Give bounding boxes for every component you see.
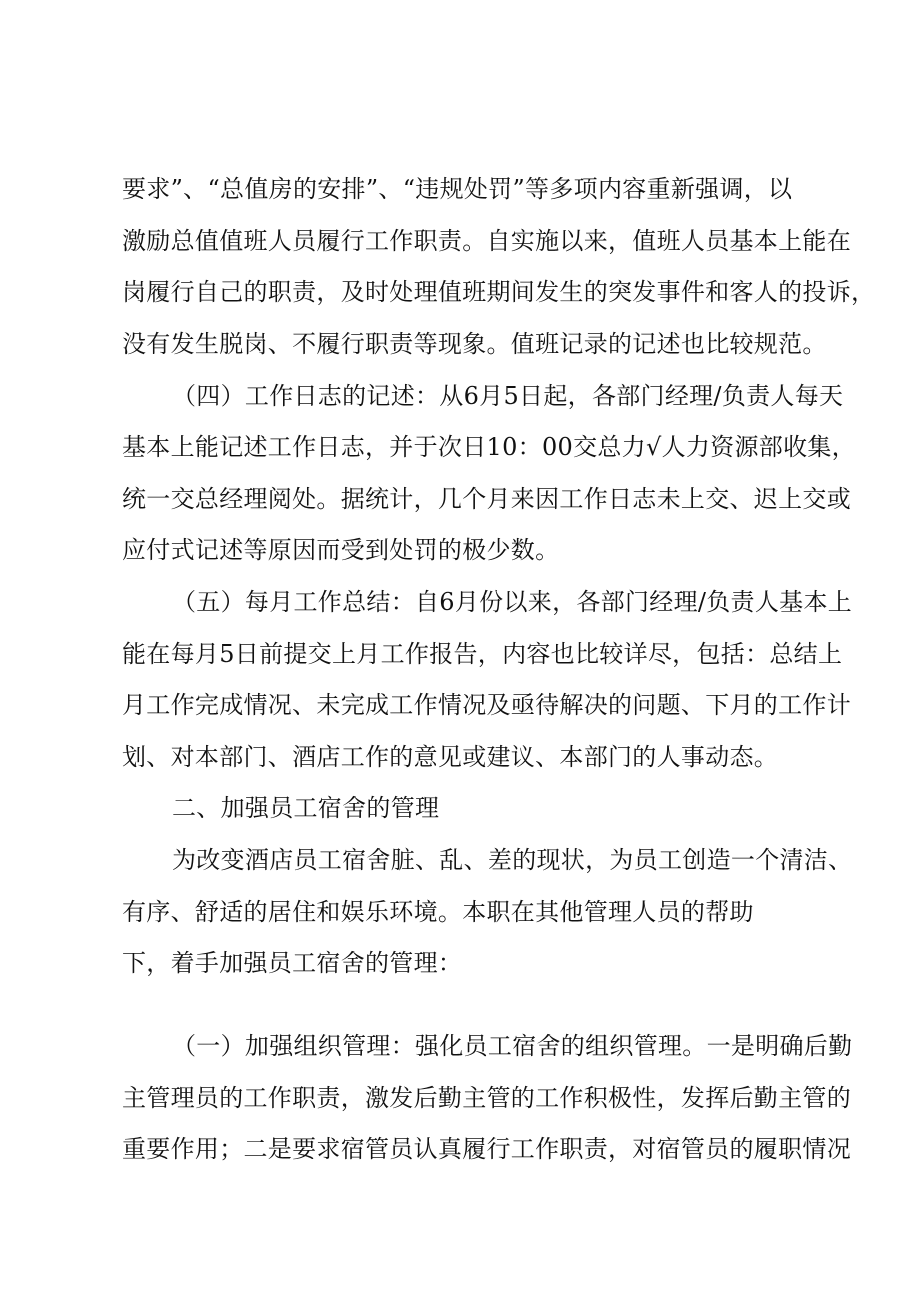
text-line-19: 重要作用；二是要求宿管员认真履行工作职责，对宿管员的履职情况 [122, 1135, 851, 1163]
text-line-12: 划、对本部门、酒店工作的意见或建议、本部门的人事动态。 [122, 743, 779, 771]
section-heading: 二、加强员工宿舍的管理 [172, 794, 440, 822]
text-line-3: 岗履行自己的职责，及时处理值班期间发生的突发事件和客人的投诉， [122, 278, 876, 306]
text-line-7: 统一交总经理阅处。据统计，几个月来因工作日志未上交、迟上交或 [122, 485, 851, 513]
text-line-1: 要求”、“总值房的安排”、“违规处罚”等多项内容重新强调，以 [122, 175, 793, 203]
text-line-15: 有序、舒适的居住和娱乐环境。本职在其他管理人员的帮助 [122, 898, 754, 926]
text-line-8: 应付式记述等原因而受到处罚的极少数。 [122, 536, 560, 564]
paragraph-intro-line-1: 为改变酒店员工宿舍脏、乱、差的现状，为员工创造一个清洁、 [172, 846, 853, 874]
paragraph-1-line-1: （一）加强组织管理：强化员工宿舍的组织管理。一是明确后勤 [172, 1032, 853, 1060]
paragraph-5-line-1: （五）每月工作总结：自6月份以来，各部门经理/负责人基本上 [172, 588, 853, 616]
text-line-11: 月工作完成情况、未完成工作情况及亟待解决的问题、下月的工作计 [122, 691, 851, 719]
paragraph-4-line-1: （四）工作日志的记述：从6月5日起，各部门经理/负责人每天 [172, 382, 844, 410]
text-line-2: 激励总值值班人员履行工作职责。自实施以来，值班人员基本上能在 [122, 227, 851, 255]
text-line-6: 基本上能记述工作日志，并于次日10：00交总力√人力资源部收集， [122, 433, 856, 461]
text-line-18: 主管理员的工作职责，激发后勤主管的工作积极性，发挥后勤主管的 [122, 1084, 851, 1112]
text-line-16: 下，着手加强员工宿舍的管理： [122, 949, 463, 977]
text-line-10: 能在每月5日前提交上月工作报告，内容也比较详尽，包括：总结上 [122, 640, 843, 668]
text-line-4: 没有发生脱岗、不履行职责等现象。值班记录的记述也比较规范。 [122, 330, 827, 358]
